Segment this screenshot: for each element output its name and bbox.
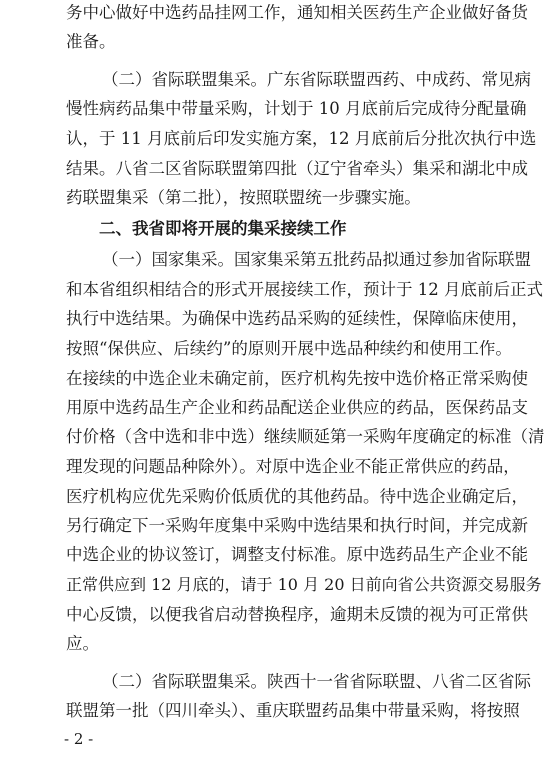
paragraph-line: 应。 [66, 634, 99, 653]
paragraph-line: 用原中选药品生产企业和药品配送企业供应的药品，医保药品支 [66, 398, 528, 417]
paragraph-line: 另行确定下一采购年度集中采购中选结果和执行时间，并完成新 [66, 516, 528, 535]
paragraph-line: 正常供应到 12 月底的，请于 10 月 20 日前向省公共资源交易服务 [66, 575, 542, 594]
paragraph-line: 务中心做好中选药品挂网工作，通知相关医药生产企业做好备货 [66, 3, 528, 22]
paragraph-line: 理发现的问题品种除外）。对原中选企业不能正常供应的药品， [66, 457, 520, 476]
paragraph-line: 医疗机构应优先采购价低质优的其他药品。待中选企业确定后， [66, 487, 528, 506]
paragraph-line: 和本省组织相结合的形式开展接续工作，预计于 12 月底前后正式 [66, 280, 543, 299]
paragraph-line: 付价格（含中选和非中选）继续顺延第一采购年度确定的标准（清 [66, 427, 545, 446]
section-heading: 二、我省即将开展的集采接续工作 [99, 219, 347, 238]
paragraph-line: 准备。 [66, 32, 116, 51]
paragraph-line: 中心反馈，以便我省启动替换程序，逾期未反馈的视为可正常供 [66, 605, 528, 624]
page-number: - 2 - [64, 730, 94, 748]
paragraph-line: 联盟第一批（四川牵头）、重庆联盟药品集中带量采购，将按照 [66, 701, 520, 720]
paragraph-line: 在接续的中选企业未确定前，医疗机构先按中选价格正常采购使 [66, 369, 528, 388]
paragraph-line: 药联盟集采（第二批），按照联盟统一步骤实施。 [66, 188, 421, 207]
paragraph-line: 执行中选结果。为确保中选药品采购的延续性，保障临床使用， [66, 309, 528, 328]
paragraph-line: 按照“保供应、后续约”的原则开展中选品种续约和使用工作。 [66, 339, 512, 358]
paragraph-line: 认，于 11 月底前后印发实施方案，12 月底前后分批次执行中选 [66, 129, 537, 148]
paragraph-line: （二）省际联盟集采。陕西十一省省际联盟、八省二区省际 [102, 672, 531, 691]
paragraph-line: 结果。八省二区省际联盟第四批（辽宁省牵头）集采和湖北中成 [66, 159, 528, 178]
paragraph-line: （二）省际联盟集采。广东省际联盟西药、中成药、常见病 [102, 70, 531, 89]
paragraph-line: 慢性病药品集中带量采购，计划于 10 月底前后完成待分配量确 [66, 99, 527, 118]
paragraph-line: 中选企业的协议签订，调整支付标准。原中选药品生产企业不能 [66, 545, 528, 564]
paragraph-line: （一）国家集采。国家集采第五批药品拟通过参加省际联盟 [102, 250, 531, 269]
